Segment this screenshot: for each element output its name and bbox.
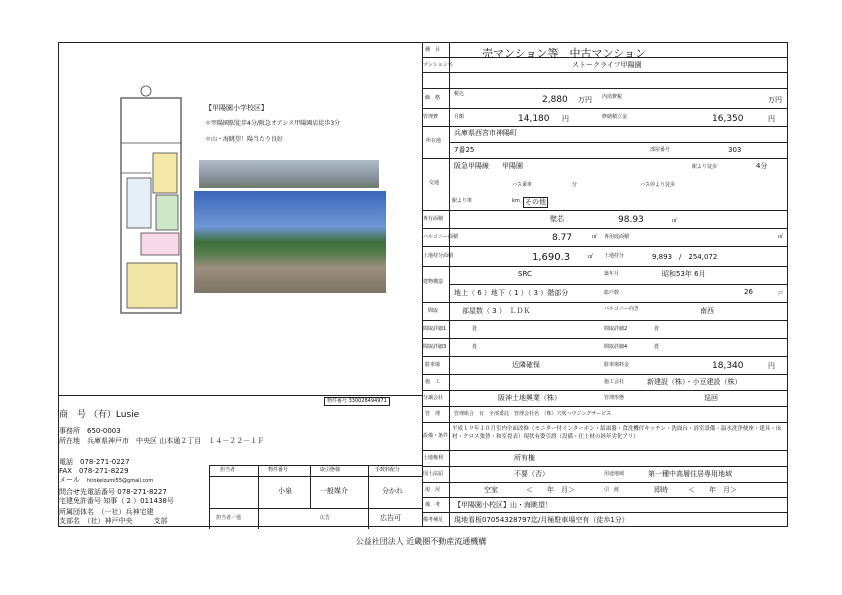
total-units: 26 bbox=[744, 288, 753, 296]
photo-view bbox=[194, 191, 386, 293]
row-room-detail-1 bbox=[422, 321, 787, 339]
room-detail1-unit: 畳 bbox=[472, 326, 478, 332]
private-garden-label: 専用庭面積 bbox=[604, 234, 630, 240]
person-name: 小泉 bbox=[278, 487, 292, 495]
ad-school: 【甲陽園小学校区】 bbox=[205, 104, 268, 112]
fax-label: FAX bbox=[59, 467, 72, 475]
ad-view: ＊山・海眺望！陽当たり良好 bbox=[205, 136, 284, 143]
row-land-rights bbox=[422, 451, 787, 467]
company-mail[interactable]: hirokeizumi55@gmail.com bbox=[86, 478, 154, 484]
mail-label: メール bbox=[59, 476, 80, 484]
layout-label: 間取 bbox=[428, 308, 439, 314]
balcony-direction: 南西 bbox=[700, 307, 714, 315]
row-supplement bbox=[422, 513, 787, 528]
exclusive-area: 98.93 bbox=[618, 215, 644, 225]
row-parking bbox=[422, 357, 787, 375]
row-fees bbox=[422, 109, 787, 127]
row-blank bbox=[422, 73, 787, 89]
row-seller bbox=[422, 391, 787, 407]
office-row bbox=[59, 428, 121, 435]
room-detail3-unit: 畳 bbox=[472, 344, 478, 350]
row-location bbox=[422, 127, 787, 159]
room-detail2-unit: 畳 bbox=[654, 326, 660, 332]
tax-amount-label: 内消費税 bbox=[602, 94, 623, 100]
seller: 阪神土地興業（株） bbox=[498, 394, 561, 402]
photo-panorama bbox=[199, 160, 379, 188]
address-row bbox=[59, 438, 264, 445]
permit-number: 知事（ 2 ）011438号 bbox=[103, 497, 174, 505]
parking-label: 駐車場 bbox=[425, 362, 441, 368]
left-panel bbox=[59, 43, 423, 526]
bus-minutes: 分 bbox=[572, 182, 578, 188]
mgmt-label: 管理費 bbox=[423, 114, 439, 120]
status-year: ＜ 年 月＞ bbox=[526, 486, 575, 494]
bus-label: バス乗車 bbox=[512, 182, 533, 188]
station: 甲陽園 bbox=[502, 162, 523, 170]
parking-value: 近隣確保 bbox=[512, 361, 540, 369]
monthly-note: 月額 bbox=[454, 114, 465, 120]
assoc-name: （一社）兵神宅建 bbox=[101, 508, 154, 516]
repair-unit: 円 bbox=[768, 115, 775, 123]
type-value: 売マンション等 中古マンション bbox=[482, 47, 647, 60]
room-number: 303 bbox=[728, 146, 742, 154]
mgmt-fee: 14,180 bbox=[518, 114, 550, 124]
permit-row bbox=[59, 498, 174, 505]
layout: 部屋数（ 3 ） ＬＤＫ bbox=[462, 307, 531, 315]
permit-label: 宅建免許番号 bbox=[59, 497, 101, 505]
branch-name: （社）神戸中央 支部 bbox=[87, 517, 168, 525]
walk-minutes: 4分 bbox=[756, 162, 768, 170]
contact-tel: 078-271-8227 bbox=[117, 488, 167, 496]
spec-table bbox=[422, 43, 787, 526]
construction-label: 施 工 bbox=[425, 379, 441, 385]
location-label: 所在地 bbox=[426, 138, 442, 144]
company-name-row bbox=[59, 407, 139, 420]
agent-table bbox=[209, 465, 423, 529]
flyer-sheet bbox=[58, 42, 788, 527]
land-use-label: 用途地域 bbox=[604, 471, 625, 477]
wall-center: 壁芯 bbox=[550, 215, 564, 223]
fee-label: 手数料配分 bbox=[375, 467, 401, 473]
company-address: 兵庫県神戸市 中央区 山本通２丁目 １４－２２－１Ｆ bbox=[87, 437, 265, 445]
status-label: 現 況 bbox=[425, 487, 441, 493]
built-date: 昭和53年 6月 bbox=[662, 270, 706, 278]
note-label: 備 考 bbox=[425, 502, 441, 508]
fax-row bbox=[59, 468, 129, 475]
car-label: 駅より車 bbox=[452, 198, 473, 204]
code-label: 物件番号 bbox=[268, 467, 289, 473]
land-law: 不要（否） bbox=[514, 470, 549, 478]
equipment-text: 平成１９年１０月室内全面改修（モニター付インターホン・給湯器・食洗機付キッチン・洗面台・浴室設備・温水洗浄便座・建具・床材・クロス張替・和室畳表）現状有姿引渡（設備・仕上材の経年劣化アリ） bbox=[452, 426, 782, 440]
room-detail4-unit: 畳 bbox=[654, 344, 660, 350]
room-detail2-label: 間取詳細2 bbox=[604, 326, 628, 332]
garden-m2: ㎡ bbox=[778, 234, 784, 240]
row-room-detail-2 bbox=[422, 339, 787, 357]
assoc-row bbox=[59, 509, 154, 516]
units-unit: 戸 bbox=[778, 291, 784, 297]
admin-label: 管 理 bbox=[425, 411, 441, 417]
address: 兵庫県西宮市神陽町 bbox=[454, 129, 517, 137]
bus-walk-label: バス停より徒歩 bbox=[640, 182, 676, 188]
mail-row bbox=[59, 477, 153, 484]
room-detail4-label: 間取詳細4 bbox=[604, 344, 628, 350]
land-rights-label: 土地権利 bbox=[423, 455, 444, 461]
row-construction bbox=[422, 375, 787, 391]
row-balcony bbox=[422, 229, 787, 247]
person-label: 担当者 bbox=[220, 467, 236, 473]
other-label: その他 bbox=[525, 198, 546, 206]
office-label: 事務所 bbox=[59, 427, 80, 435]
status-value: 空家 bbox=[484, 486, 498, 494]
price-value: 2,880 bbox=[542, 95, 568, 105]
builder-label: 施工会社 bbox=[604, 379, 625, 385]
tax-amount-unit: 万円 bbox=[768, 96, 782, 104]
mgmt-form-label: 管理形態 bbox=[604, 395, 625, 401]
contact-row bbox=[59, 489, 167, 496]
person2-label: 担当者／他 bbox=[216, 515, 242, 521]
company-tel: 078-271-0227 bbox=[80, 458, 130, 466]
office-zip: 650-0003 bbox=[87, 427, 121, 435]
company-name: （有）Lusie bbox=[88, 410, 140, 420]
row-price bbox=[422, 89, 787, 109]
balcony-area: 8.77 bbox=[552, 233, 573, 243]
parking-fee: 18,340 bbox=[712, 361, 744, 371]
train-line: 阪急甲陽線 bbox=[454, 162, 489, 170]
row-name bbox=[422, 58, 787, 73]
building-name: ストークライフ甲陽園 bbox=[572, 61, 642, 69]
footer-org: 公益社団法人 近畿圏不動産流通機構 bbox=[355, 537, 487, 546]
equipment-label: 設備・条件 bbox=[423, 433, 449, 439]
land-use: 第一種中高層住居専用地域 bbox=[648, 470, 732, 478]
type-label: 取引態様 bbox=[320, 467, 341, 473]
assoc-label: 所属団体名 bbox=[59, 508, 94, 516]
repair-fee: 16,350 bbox=[712, 114, 744, 124]
tel-row bbox=[59, 459, 130, 466]
total-units-label: 総戸数 bbox=[604, 290, 620, 296]
row-equipment bbox=[422, 423, 787, 451]
name-label: マンション名 bbox=[423, 62, 453, 68]
delivery-label: 引 渡 bbox=[604, 487, 620, 493]
row-traffic bbox=[422, 159, 787, 211]
mgmt-form: 巡回 bbox=[704, 394, 718, 402]
land-area: 1,690.3 bbox=[532, 252, 571, 263]
room-label: 部屋番号 bbox=[650, 147, 671, 153]
land-share: 9,893 / 254,072 bbox=[652, 253, 718, 261]
row-building bbox=[422, 267, 787, 303]
parking-fee-label: 駐車場料金 bbox=[604, 362, 630, 368]
row-exclusive bbox=[422, 211, 787, 229]
repair-label: 修繕積立金 bbox=[602, 114, 628, 120]
structure: SRC bbox=[518, 270, 532, 278]
price-unit: 万円 bbox=[578, 96, 592, 104]
tel-label: 電話 bbox=[59, 458, 73, 466]
company-fax: 078-271-8229 bbox=[78, 467, 129, 475]
branch-label: 支部名 bbox=[59, 517, 80, 525]
branch-row bbox=[59, 518, 168, 525]
row-layout bbox=[422, 303, 787, 321]
land-law-label: 国土法届 bbox=[423, 471, 444, 477]
row-land-law bbox=[422, 467, 787, 483]
tax-note: 税込 bbox=[454, 91, 465, 97]
seller-label: 分譲会社 bbox=[423, 395, 444, 401]
supplement-label: 備考補足 bbox=[423, 517, 444, 523]
km-unit: km bbox=[512, 198, 520, 204]
parking-fee-unit: 円 bbox=[768, 362, 775, 370]
room-detail1-label: 間取詳細1 bbox=[423, 326, 447, 332]
land-m2: ㎡ bbox=[588, 254, 594, 260]
exclusive-label: 専有面積 bbox=[423, 216, 444, 222]
lot-number: 7番25 bbox=[454, 146, 475, 154]
balcony-direction-label: バルコニー向き bbox=[604, 306, 640, 312]
floor-plan bbox=[101, 83, 191, 323]
row-status bbox=[422, 483, 787, 498]
m2-unit: ㎡ bbox=[672, 218, 678, 224]
row-type bbox=[422, 43, 787, 58]
delivery-year: ＜ 年 月＞ bbox=[688, 486, 737, 494]
balcony-m2: ㎡ bbox=[592, 234, 598, 240]
built-label: 築年月 bbox=[604, 271, 620, 277]
fee-split: 分かれ bbox=[382, 487, 403, 495]
address-label: 所在地 bbox=[59, 437, 80, 445]
price-label: 価 格 bbox=[425, 95, 441, 101]
land-rights: 所有権 bbox=[514, 454, 535, 462]
note: 【甲陽園小校区】山・海眺望！ bbox=[454, 501, 552, 509]
property-number: 物件番号 330028494971 bbox=[324, 397, 390, 406]
row-admin bbox=[422, 407, 787, 423]
structure-label: 建物構造 bbox=[423, 279, 444, 285]
balcony-label: バルコニー面積 bbox=[423, 234, 459, 240]
traffic-label: 交通 bbox=[429, 180, 440, 186]
trade-type: 一般媒介 bbox=[320, 487, 348, 495]
delivery: 即時 bbox=[654, 486, 668, 494]
type-label: 種 目 bbox=[425, 47, 441, 53]
company-divider bbox=[59, 395, 422, 396]
land-ratio-label: 土地持分 bbox=[604, 253, 625, 259]
ad-permission: 広告可 bbox=[380, 514, 401, 522]
builder: 新建設（株）・小豆建設（株） bbox=[647, 378, 742, 386]
admin: 管理組合 有 全部委託 管理会社名 （株）穴吹ハウジングサービス bbox=[454, 411, 612, 417]
row-land-share bbox=[422, 247, 787, 267]
row-note bbox=[422, 498, 787, 513]
land-area-label: 土地持分面積 bbox=[423, 253, 454, 259]
walk-label: 駅より徒歩 bbox=[692, 164, 718, 170]
room-detail3-label: 間取詳細3 bbox=[423, 344, 447, 350]
mgmt-unit: 円 bbox=[562, 115, 569, 123]
ad-label: 広告 bbox=[320, 515, 331, 521]
ad-access: ＊甲陽園駅徒歩4分/阪急オアシス甲陽園店徒歩3分 bbox=[205, 120, 341, 127]
supplement: 現地看板07054328797迄/月極駐車場空有（徒歩1分） bbox=[454, 516, 629, 524]
contact-label: 問合せ先電話番号 bbox=[59, 488, 115, 496]
floors: 地上（ 6 ）地下（ 1 ）（ 3 ）階部分 bbox=[454, 289, 569, 297]
company-name-label: 商 号 bbox=[59, 410, 87, 420]
